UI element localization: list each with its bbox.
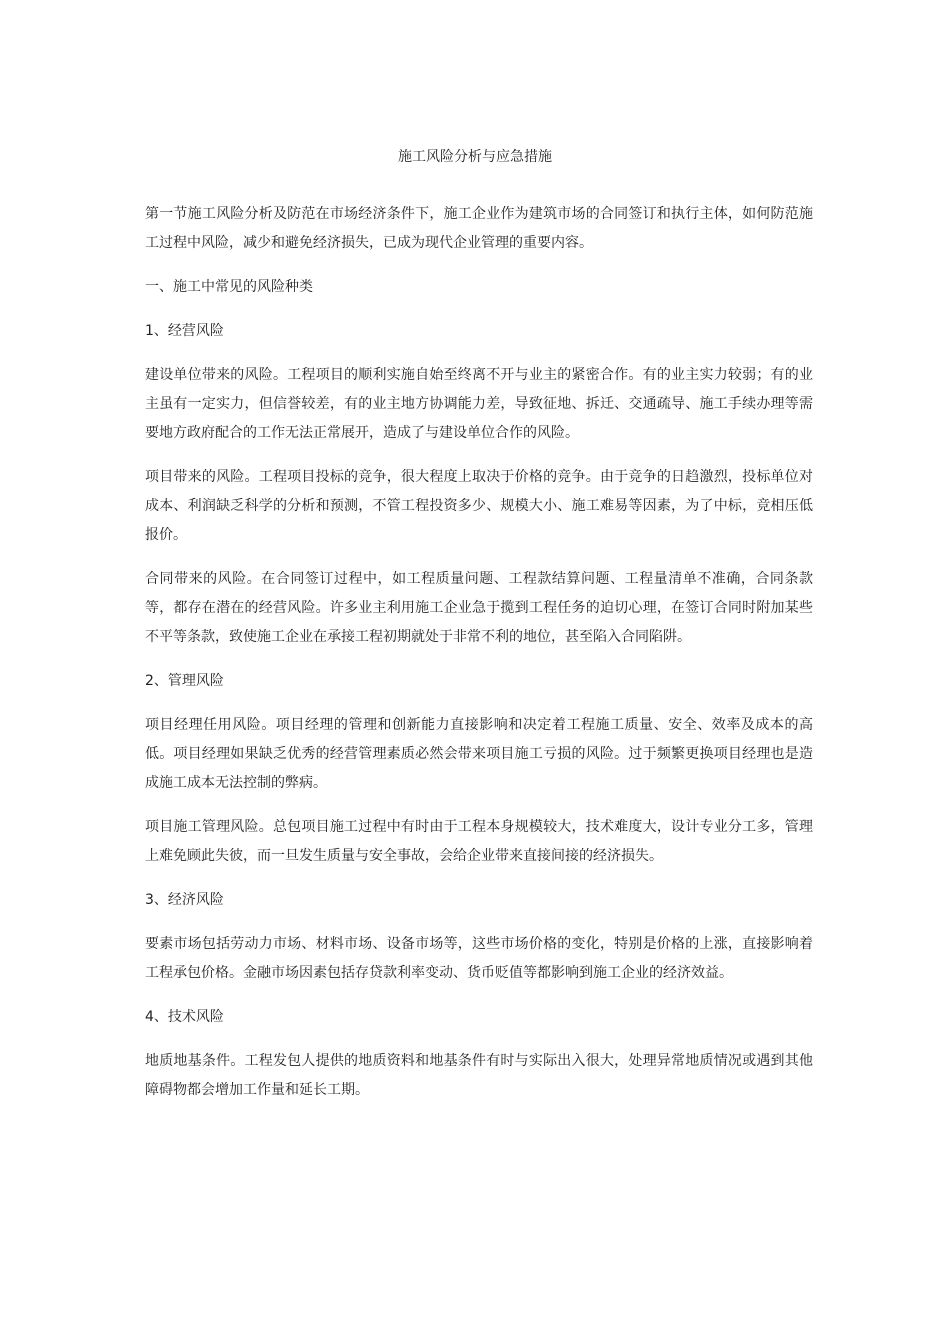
subheading-technical-risk: 4、技术风险 [145, 1009, 224, 1025]
subheading-business-risk: 1、经营风险 [145, 323, 224, 339]
document-body [145, 200, 813, 1120]
paragraph-construction-management-risk: 项目施工管理风险。总包项目施工过程中有时由于工程本身规模较大，技术难度大，设计专业分工多，管理上难免顾此失彼，而一旦发生质量与安全事故，会给企业带来直接间接的经济损失。 [145, 819, 813, 864]
paragraph-project-risk: 项目带来的风险。工程项目投标的竞争，很大程度上取决于价格的竞争。由于竞争的日趋激烈，投标单位对成本、利润缺乏科学的分析和预测，不管工程投资多少、规模大小、施工难易等因素，为了中标，竞相压低报价。 [145, 469, 813, 543]
paragraph-client-risk: 建设单位带来的风险。工程项目的顺利实施自始至终离不开与业主的紧密合作。有的业主实力较弱；有的业主虽有一定实力，但信誉较差，有的业主地方协调能力差，导致征地、拆迁、交通疏导、施工手续办理等需要地方政府配合的工作无法正常展开，造成了与建设单位合作的风险。 [145, 367, 813, 441]
subheading-management-risk: 2、管理风险 [145, 673, 224, 689]
document-title: 施工风险分析与应急措施 [398, 149, 552, 165]
section-heading-risk-types: 一、施工中常见的风险种类 [145, 279, 313, 295]
subheading-economic-risk: 3、经济风险 [145, 892, 224, 908]
paragraph-contract-risk: 合同带来的风险。在合同签订过程中，如工程质量问题、工程款结算问题、工程量清单不准确，合同条款等，都存在潜在的经营风险。许多业主利用施工企业急于揽到工程任务的迫切心理，在签订合同时附加某些不平等条款，致使施工企业在承接工程初期就处于非常不利的地位，甚至陷入合同陷阱。 [145, 571, 813, 645]
intro-paragraph: 第一节施工风险分析及防范在市场经济条件下，施工企业作为建筑市场的合同签订和执行主体，如何防范施工过程中风险，减少和避免经济损失，已成为现代企业管理的重要内容。 [145, 206, 813, 251]
paragraph-pm-appointment-risk: 项目经理任用风险。项目经理的管理和创新能力直接影响和决定着工程施工质量、安全、效率及成本的高低。项目经理如果缺乏优秀的经营管理素质必然会带来项目施工亏损的风险。过于频繁更换项目经理也是造成施工成本无法控制的弊病。 [145, 717, 813, 791]
paragraph-geology-risk: 地质地基条件。工程发包人提供的地质资料和地基条件有时与实际出入很大，处理异常地质情况或遇到其他障碍物都会增加工作量和延长工期。 [145, 1053, 813, 1098]
paragraph-market-risk: 要素市场包括劳动力市场、材料市场、设备市场等，这些市场价格的变化，特别是价格的上涨，直接影响着工程承包价格。金融市场因素包括存贷款利率变动、货币贬值等都影响到施工企业的经济效益。 [145, 936, 813, 981]
